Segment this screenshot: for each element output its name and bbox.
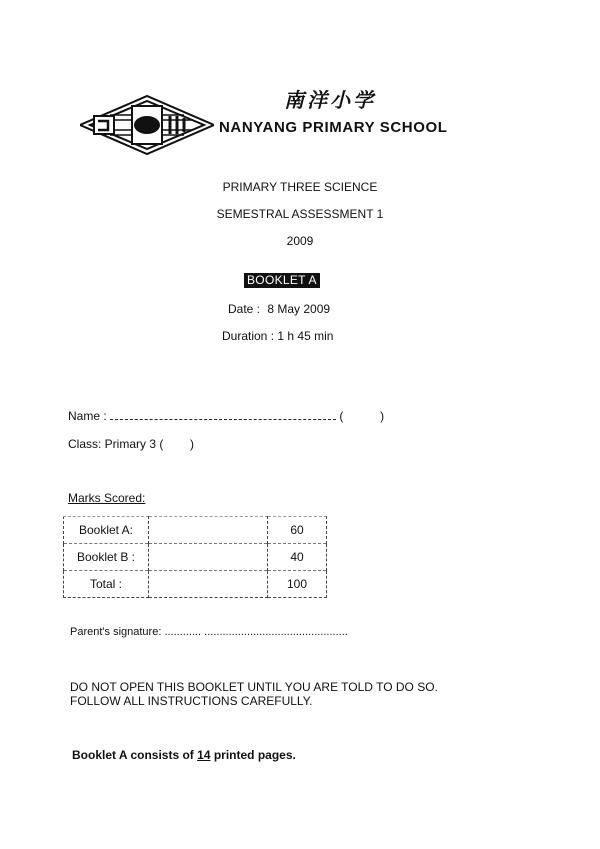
row-label: Booklet B : [64, 544, 149, 571]
date-value: 8 May 2009 [267, 302, 331, 316]
table-row [64, 517, 327, 544]
class-field [68, 437, 194, 451]
table-row [64, 571, 327, 598]
instruction-line: DO NOT OPEN THIS BOOKLET UNTIL YOU ARE TOLD TO DO SO. [70, 680, 438, 694]
class-label: Class: Primary 3 ( [68, 437, 164, 451]
parent-signature [70, 626, 348, 638]
subject-title: PRIMARY THREE SCIENCE [222, 180, 378, 194]
exam-duration [222, 329, 333, 343]
table-row [64, 544, 327, 571]
school-name: NANYANG PRIMARY SCHOOL [219, 119, 448, 136]
school-name-chinese: 南洋小学 [284, 90, 376, 112]
assessment-title: SEMESTRAL ASSESSMENT 1 [216, 207, 384, 221]
name-field [68, 409, 384, 423]
school-logo [80, 94, 214, 156]
page-count-note [72, 748, 296, 762]
row-label: Booklet A: [64, 517, 149, 544]
page-count-suffix: printed pages. [213, 748, 296, 762]
page-count-prefix: Booklet A consists of [72, 748, 194, 762]
signature-label: Parent's signature: [70, 626, 162, 638]
row-label: Total : [64, 571, 149, 598]
score-cell[interactable] [149, 571, 268, 598]
marks-heading: Marks Scored: [68, 491, 146, 505]
duration-value: 1 h 45 min [277, 329, 334, 343]
max-score: 100 [268, 571, 327, 598]
marks-table [63, 516, 327, 598]
exam-date [228, 302, 330, 316]
class-paren-close: ) [190, 437, 195, 451]
score-cell[interactable] [149, 544, 268, 571]
signature-blank[interactable]: ............ ............................................... [164, 626, 348, 638]
max-score: 60 [268, 517, 327, 544]
score-cell[interactable] [149, 517, 268, 544]
max-score: 40 [268, 544, 327, 571]
instruction-line: FOLLOW ALL INSTRUCTIONS CAREFULLY. [70, 694, 313, 708]
booklet-label: BOOKLET A [244, 273, 320, 288]
instructions [70, 680, 438, 708]
name-blank[interactable] [110, 409, 336, 420]
date-label: Date : [228, 302, 261, 316]
duration-label: Duration : [222, 329, 275, 343]
page-count: 14 [197, 748, 211, 762]
register-paren-close: ) [380, 409, 385, 423]
register-paren-open: ( [339, 409, 344, 423]
name-label: Name : [68, 409, 107, 423]
year: 2009 [286, 234, 314, 248]
